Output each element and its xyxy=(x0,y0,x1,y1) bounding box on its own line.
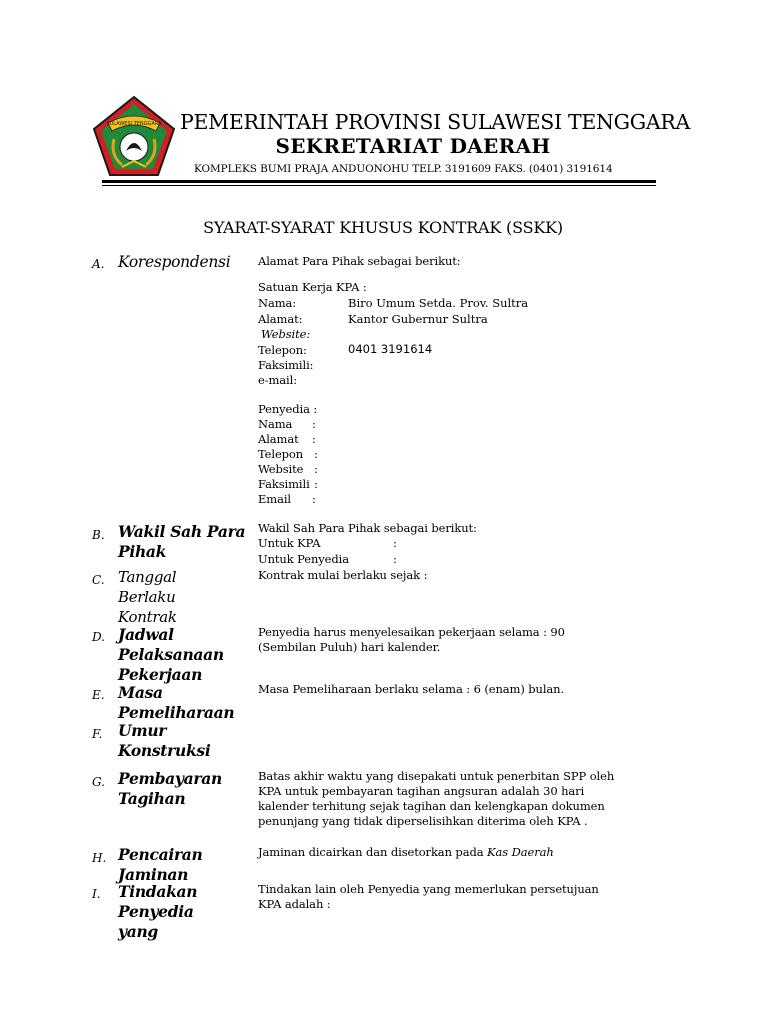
section-a-heading: Korespondensi xyxy=(118,253,231,271)
provider-field-label: Nama xyxy=(258,417,293,431)
province-emblem-logo xyxy=(92,95,176,179)
section-h-letter: H. xyxy=(92,851,107,865)
provider-field-label: Alamat xyxy=(258,432,299,446)
letterhead-rule-thick xyxy=(102,180,656,183)
section-e-letter: E. xyxy=(92,688,105,702)
provider-field-colon: : xyxy=(312,492,316,506)
section-f-letter: F. xyxy=(92,727,103,741)
logo-lettering: SULAWESI TENGGARA xyxy=(106,121,162,127)
letterhead-rule-thin xyxy=(102,185,656,186)
section-c-text: Kontrak mulai berlaku sejak : xyxy=(258,568,428,582)
kpa-field-label: Alamat: xyxy=(258,312,303,326)
section-e-heading: Masa Pemeliharaan xyxy=(118,683,235,722)
section-g-text-line: penunjang yang tidak diperselisihkan diterima oleh KPA . xyxy=(258,814,588,828)
kpa-field-label: Website: xyxy=(261,327,311,341)
representative-colon: : xyxy=(393,536,397,550)
kpa-field-value: 0401 3191614 xyxy=(348,342,433,356)
document-title: SYARAT-SYARAT KHUSUS KONTRAK (SSKK) xyxy=(203,218,563,237)
section-a-intro: Alamat Para Pihak sebagai berikut: xyxy=(258,254,461,268)
section-g-heading: Pembayaran Tagihan xyxy=(118,769,222,808)
kpa-field-value: Biro Umum Setda. Prov. Sultra xyxy=(348,296,529,310)
representative-label: Untuk KPA xyxy=(258,536,321,550)
section-d-text-line: (Sembilan Puluh) hari kalender. xyxy=(258,640,441,654)
government-name: PEMERINTAH PROVINSI SULAWESI TENGGARA xyxy=(180,110,690,134)
provider-field-colon: : xyxy=(314,462,318,476)
section-i-heading: Tindakan Penyedia yang xyxy=(118,882,198,941)
provider-field-colon: : xyxy=(312,432,316,446)
provider-field-colon: : xyxy=(312,417,316,431)
section-i-letter: I. xyxy=(92,887,101,901)
kpa-field-value: Kantor Gubernur Sultra xyxy=(348,312,488,326)
kpa-label: Satuan Kerja KPA : xyxy=(258,280,367,294)
provider-field-label: Telepon xyxy=(258,447,304,461)
section-f-heading: Umur Konstruksi xyxy=(118,721,211,760)
kpa-field-label: Telepon: xyxy=(258,343,307,357)
representative-colon: : xyxy=(393,552,397,566)
provider-field-colon: : xyxy=(314,477,318,491)
section-g-letter: G. xyxy=(92,775,105,789)
section-e-text: Masa Pemeliharaan berlaku selama : 6 (enam) bulan. xyxy=(258,682,565,696)
section-g-text-line: KPA untuk pembayaran tagihan angsuran adalah 30 hari xyxy=(258,784,585,798)
section-d-heading: Jadwal Pelaksanaan Pekerjaan xyxy=(118,625,224,684)
kpa-field-label: Nama: xyxy=(258,296,297,310)
section-h-text-italic: Kas Daerah xyxy=(487,845,554,859)
provider-field-label: Website xyxy=(258,462,304,476)
section-d-letter: D. xyxy=(92,630,106,644)
section-a-letter: A. xyxy=(92,257,105,271)
section-i-text-line: KPA adalah : xyxy=(258,897,331,911)
provider-field-colon: : xyxy=(314,447,318,461)
provider-field-label: Email xyxy=(258,492,292,506)
section-b-heading: Wakil Sah Para Pihak xyxy=(118,522,246,561)
section-g-text-line: kalender terhitung sejak tagihan dan kelengkapan dokumen xyxy=(258,799,605,813)
section-i-text-line: Tindakan lain oleh Penyedia yang memerlukan persetujuan xyxy=(258,882,599,896)
provider-field-label: Faksimili xyxy=(258,477,310,491)
section-g-text-line: Batas akhir waktu yang disepakati untuk penerbitan SPP oleh xyxy=(258,769,615,783)
kpa-field-label: Faksimili: xyxy=(258,358,314,372)
section-c-heading: Tanggal Berlaku Kontrak xyxy=(118,568,177,626)
section-h-heading: Pencairan Jaminan xyxy=(118,845,203,884)
kpa-field-label: e-mail: xyxy=(258,373,297,387)
section-c-letter: C. xyxy=(92,573,105,587)
section-b-letter: B. xyxy=(92,528,105,542)
provider-label: Penyedia : xyxy=(258,402,318,416)
section-h-text xyxy=(258,845,554,861)
section-d-text-line: Penyedia harus menyelesaikan pekerjaan selama : 90 xyxy=(258,625,565,639)
section-h-text-main: Jaminan dicairkan dan disetorkan pada xyxy=(258,845,488,859)
representative-label: Untuk Penyedia xyxy=(258,552,349,566)
section-b-intro: Wakil Sah Para Pihak sebagai berikut: xyxy=(258,521,477,535)
office-address: KOMPLEKS BUMI PRAJA ANDUONOHU TELP. 3191609 FAKS. (0401) 3191614 xyxy=(194,163,613,175)
office-name: SEKRETARIAT DAERAH xyxy=(275,134,551,158)
